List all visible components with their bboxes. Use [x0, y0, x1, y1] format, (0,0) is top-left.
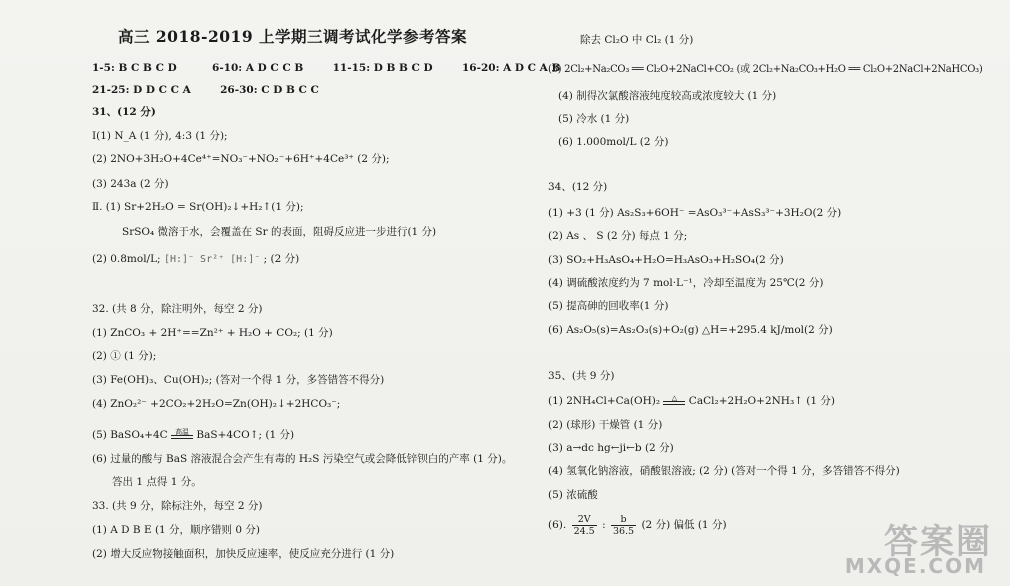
q33-line-6: (5) 冷水 (1 分) — [558, 113, 630, 125]
q31-line-6 — [92, 253, 299, 266]
q35-line-1-reactants: (1) 2NH₄Cl+Ca(OH)₂ — [548, 395, 661, 407]
q31-heading: 31、(12 分) — [92, 106, 156, 118]
q34-line-3: (3) SO₂+H₃AsO₄+H₂O=H₃AsO₃+H₂SO₄(2 分) — [548, 254, 784, 266]
q35-line-1-products: CaCl₂+2H₂O+2NH₃↑ (1 分) — [688, 395, 836, 407]
q32-line-2: (2) ① (1 分); — [92, 350, 157, 362]
fraction-denominator: 24.5 — [573, 525, 595, 537]
q31-line-4: Ⅱ. (1) Sr+2H₂O = Sr(OH)₂↓+H₂↑(1 分); — [92, 201, 304, 213]
mc-answers-row-2 — [92, 84, 319, 97]
q34-line-6: (6) As₂O₅(s)=As₂O₃(s)+O₂(g) △H=+295.4 kJ/mol(2 分) — [548, 324, 833, 336]
mc-11-15: 11-15: D B B C D — [332, 62, 433, 74]
q34-line-2: (2) As 、 S (2 分) 每点 1 分; — [548, 230, 688, 242]
q32-line-6: (6) 过量的酸与 BaS 溶液混合会产生有毒的 H₂S 污染空气或会降低锌钡白的产率 (1 分)。 — [92, 453, 513, 465]
q33-line-2: (2) 增大反应物接触面积，加快反应速率，使反应充分进行 (1 分) — [92, 548, 395, 560]
reaction-condition-arrow — [663, 394, 685, 408]
q33-line-1: (1) A D B E (1 分，顺序错则 0 分) — [92, 524, 261, 536]
q33-line-4: (3) 2Cl₂+Na₂CO₃ ══ Cl₂O+2NaCl+CO₂ (或 2Cl₂+Na₂CO₃+H₂O ══ Cl₂O+2NaCl+2NaHCO₃) — [548, 64, 983, 75]
watermark-logo-text: 答案圈 — [884, 522, 992, 562]
q34-line-1: (1) +3 (1 分) As₂S₃+6OH⁻ =AsO₃³⁻+AsS₃³⁻+3H₂O(2 分) — [548, 207, 842, 219]
q32-line-4: (4) ZnO₂²⁻ +2CO₂+2H₂O=Zn(OH)₂↓+2HCO₃⁻; — [92, 398, 341, 410]
q31-line-1: Ⅰ(1) N_A (1 分), 4:3 (1 分); — [92, 130, 228, 142]
site-watermark — [844, 510, 1000, 580]
q33-line-3: 除去 Cl₂O 中 Cl₂ (1 分) — [580, 34, 694, 46]
q35-line-1 — [548, 394, 835, 408]
q32-line-7: 答出 1 点得 1 分。 — [112, 476, 202, 488]
mc-26-30: 26-30: C D B C C — [220, 84, 319, 96]
q35-heading: 35、(共 9 分) — [548, 370, 615, 382]
q31-line-6-score: ; (2 分) — [263, 253, 300, 265]
q35-line-2: (2) (球形) 干燥管 (1 分) — [548, 419, 663, 431]
mc-1-5: 1-5: B C B C D — [92, 62, 177, 74]
q35-line-6-score: (2 分) 偏低 (1 分) — [641, 519, 727, 531]
q31-line-3: (3) 243a (2 分) — [92, 178, 169, 190]
q33-heading: 33. (共 9 分，除标注外，每空 2 分) — [92, 500, 263, 512]
q34-line-5: (5) 提高砷的回收率(1 分) — [548, 300, 669, 312]
q31-line-2: (2) 2NO+3H₂O+4Ce⁴⁺=NO₃⁻+NO₂⁻+6H⁺+4Ce³⁺ (2 分); — [92, 153, 390, 165]
lewis-structure-srh2: [H:]⁻ Sr²⁺ [H:]⁻ — [163, 254, 261, 265]
fraction-2v-over-24-5 — [572, 514, 597, 537]
q32-line-5-reactants: (5) BaSO₄+4C — [92, 429, 168, 441]
condition-heat: △ — [671, 394, 678, 402]
q31-line-5: SrSO₄ 微溶于水，会覆盖在 Sr 的表面，阻碍反应进一步进行(1 分) — [122, 226, 437, 238]
reaction-condition-arrow — [171, 428, 193, 442]
mc-16-20: 16-20: A D C A B — [461, 62, 561, 74]
q33-line-7: (6) 1.000mol/L (2 分) — [558, 136, 669, 148]
condition-high-temp: 高温 — [175, 428, 190, 436]
q32-line-5 — [92, 428, 294, 442]
mc-6-10: 6-10: A D C C B — [212, 62, 304, 74]
q34-heading: 34、(12 分) — [548, 181, 608, 193]
fraction-numerator: 2V — [572, 514, 597, 526]
watermark-url: MXQE.COM — [844, 554, 986, 578]
q32-line-5-products: BaS+4CO↑; (1 分) — [196, 429, 295, 441]
q32-heading: 32. (共 8 分，除注明外，每空 2 分) — [92, 303, 263, 315]
q35-line-3: (3) a→dc hg←ji←b (2 分) — [548, 442, 674, 454]
mc-answers-row-1 — [92, 62, 560, 75]
ratio-colon: : — [602, 519, 606, 531]
q33-line-5: (4) 制得次氯酸溶液纯度较高或浓度较大 (1 分) — [558, 90, 777, 102]
q35-line-5: (5) 浓硫酸 — [548, 489, 598, 501]
q35-line-6-label: (6). — [548, 519, 567, 531]
q35-line-6 — [548, 512, 727, 538]
fraction-b-over-36-5 — [611, 514, 636, 537]
q34-line-4: (4) 调硫酸浓度约为 7 mol·L⁻¹，冷却至温度为 25℃(2 分) — [548, 277, 824, 289]
mc-21-25: 21-25: D D C C A — [92, 84, 191, 96]
fraction-denominator: 36.5 — [612, 525, 635, 537]
q32-line-3: (3) Fe(OH)₃、Cu(OH)₂; (答对一个得 1 分，多答错答不得分) — [92, 374, 385, 386]
q35-line-4: (4) 氢氧化钠溶液，硝酸银溶液; (2 分) (答对一个得 1 分，多答错答不得分) — [548, 465, 900, 477]
fraction-numerator: b — [611, 514, 636, 526]
q32-line-1: (1) ZnCO₃ + 2H⁺==Zn²⁺ + H₂O + CO₂; (1 分) — [92, 327, 333, 339]
q31-line-6-text: (2) 0.8mol/L; — [92, 253, 161, 265]
page-title: 高三 2018-2019 上学期三调考试化学参考答案 — [118, 27, 468, 46]
